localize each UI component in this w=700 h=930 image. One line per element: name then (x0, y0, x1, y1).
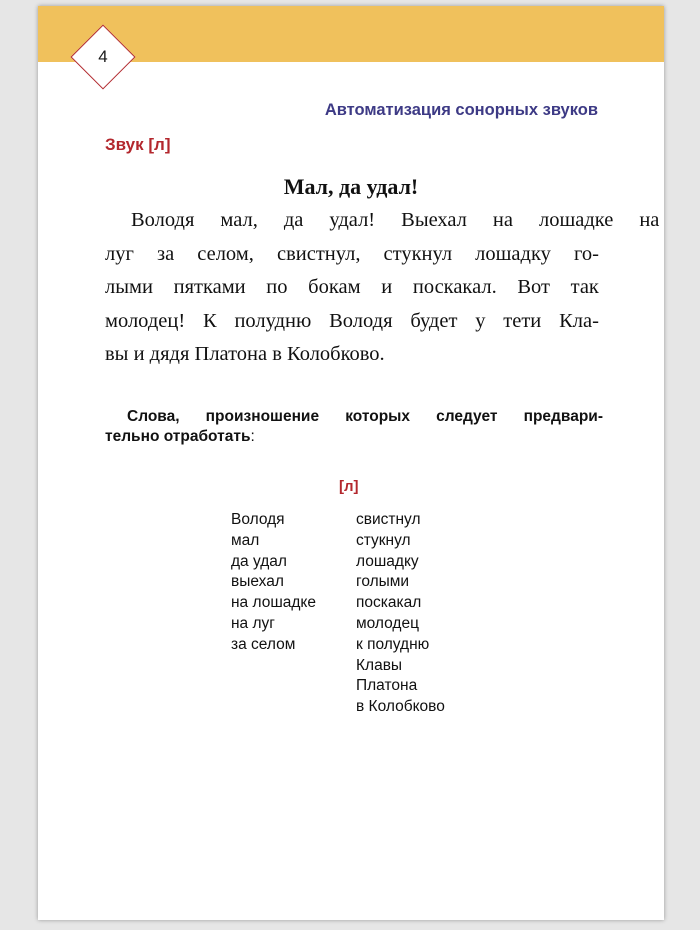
story-text (105, 204, 660, 372)
story-word: пятками (173, 276, 246, 298)
story-word: Володя (329, 309, 393, 332)
story-word: тети (503, 309, 542, 332)
list-item: поскакал (356, 594, 422, 612)
instruction-line-1 (105, 407, 603, 427)
story-line (105, 238, 599, 272)
story-word: Кла- (559, 309, 599, 332)
story-word: Выехал (401, 209, 467, 231)
story-word: Володя (131, 209, 195, 231)
story-word: молодец! (105, 309, 186, 332)
story-line: вы и дядя Платона в Колобково. (105, 343, 385, 365)
story-title: Мал, да удал! (283, 174, 419, 199)
story-word: лыми (105, 276, 153, 298)
story-word: так (570, 276, 599, 298)
story-word: Вот (517, 276, 550, 298)
instruction-word: которых (345, 408, 411, 425)
story-word: полудню (234, 309, 312, 332)
list-item: выехал (231, 573, 284, 591)
story-word: на (639, 209, 660, 231)
story-word: по (266, 276, 288, 298)
list-item: лошадку (356, 552, 419, 570)
list-item: свистнул (356, 511, 421, 528)
story-word: лошадку (475, 242, 551, 265)
word-list-heading: [л] (339, 478, 359, 495)
story-word: будет (410, 309, 458, 332)
book-page (38, 6, 664, 920)
page-number: 4 (98, 47, 108, 66)
story-word: луг (105, 242, 134, 265)
story-word: К (202, 309, 217, 332)
story-word: поскакал. (412, 276, 497, 298)
list-item: да удал (231, 552, 287, 570)
instruction-word: Слова, (127, 408, 180, 425)
list-item: Платона (356, 677, 418, 695)
word-list-left (231, 510, 316, 656)
story-line (105, 305, 599, 339)
instruction-line-2 (105, 427, 603, 447)
story-word: на (492, 209, 513, 231)
story-line (105, 271, 599, 305)
section-title: Автоматизация сонорных звуков (324, 101, 598, 119)
story-word: го- (573, 242, 599, 265)
list-item: стукнул (356, 531, 411, 549)
list-item: к полудню (356, 635, 430, 653)
story-word: да (283, 209, 304, 231)
list-item: на лошадке (231, 594, 317, 612)
instruction-word: предвари- (523, 408, 603, 425)
instruction-word: следует (436, 408, 498, 425)
instruction (105, 407, 603, 447)
list-item: Клавы (356, 656, 403, 674)
list-item: за селом (231, 635, 296, 653)
list-item: молодец (356, 614, 419, 632)
list-item: Володя (231, 511, 285, 528)
story-word: бокам (308, 276, 361, 298)
list-item: голыми (356, 573, 410, 591)
sound-label: Звук [л] (105, 135, 171, 154)
story-word: у (475, 309, 486, 332)
story-word: мал, (220, 209, 258, 231)
list-item: на луг (231, 614, 275, 632)
instruction-word: произношение (205, 408, 320, 425)
list-item: мал (231, 531, 260, 549)
instruction-text: тельно отработать (105, 428, 251, 445)
story-word: за (156, 242, 175, 265)
story-word: удал! (329, 209, 376, 231)
story-line (105, 204, 660, 238)
word-list-right (356, 510, 445, 718)
story-word: селом, (197, 242, 254, 265)
story-word: лошадке (538, 209, 614, 231)
story-word: и (381, 276, 393, 298)
story-word: стукнул (383, 242, 453, 265)
instruction-colon: : (250, 428, 255, 445)
story-word: свистнул, (276, 242, 361, 265)
list-item: в Колобково (356, 698, 445, 716)
